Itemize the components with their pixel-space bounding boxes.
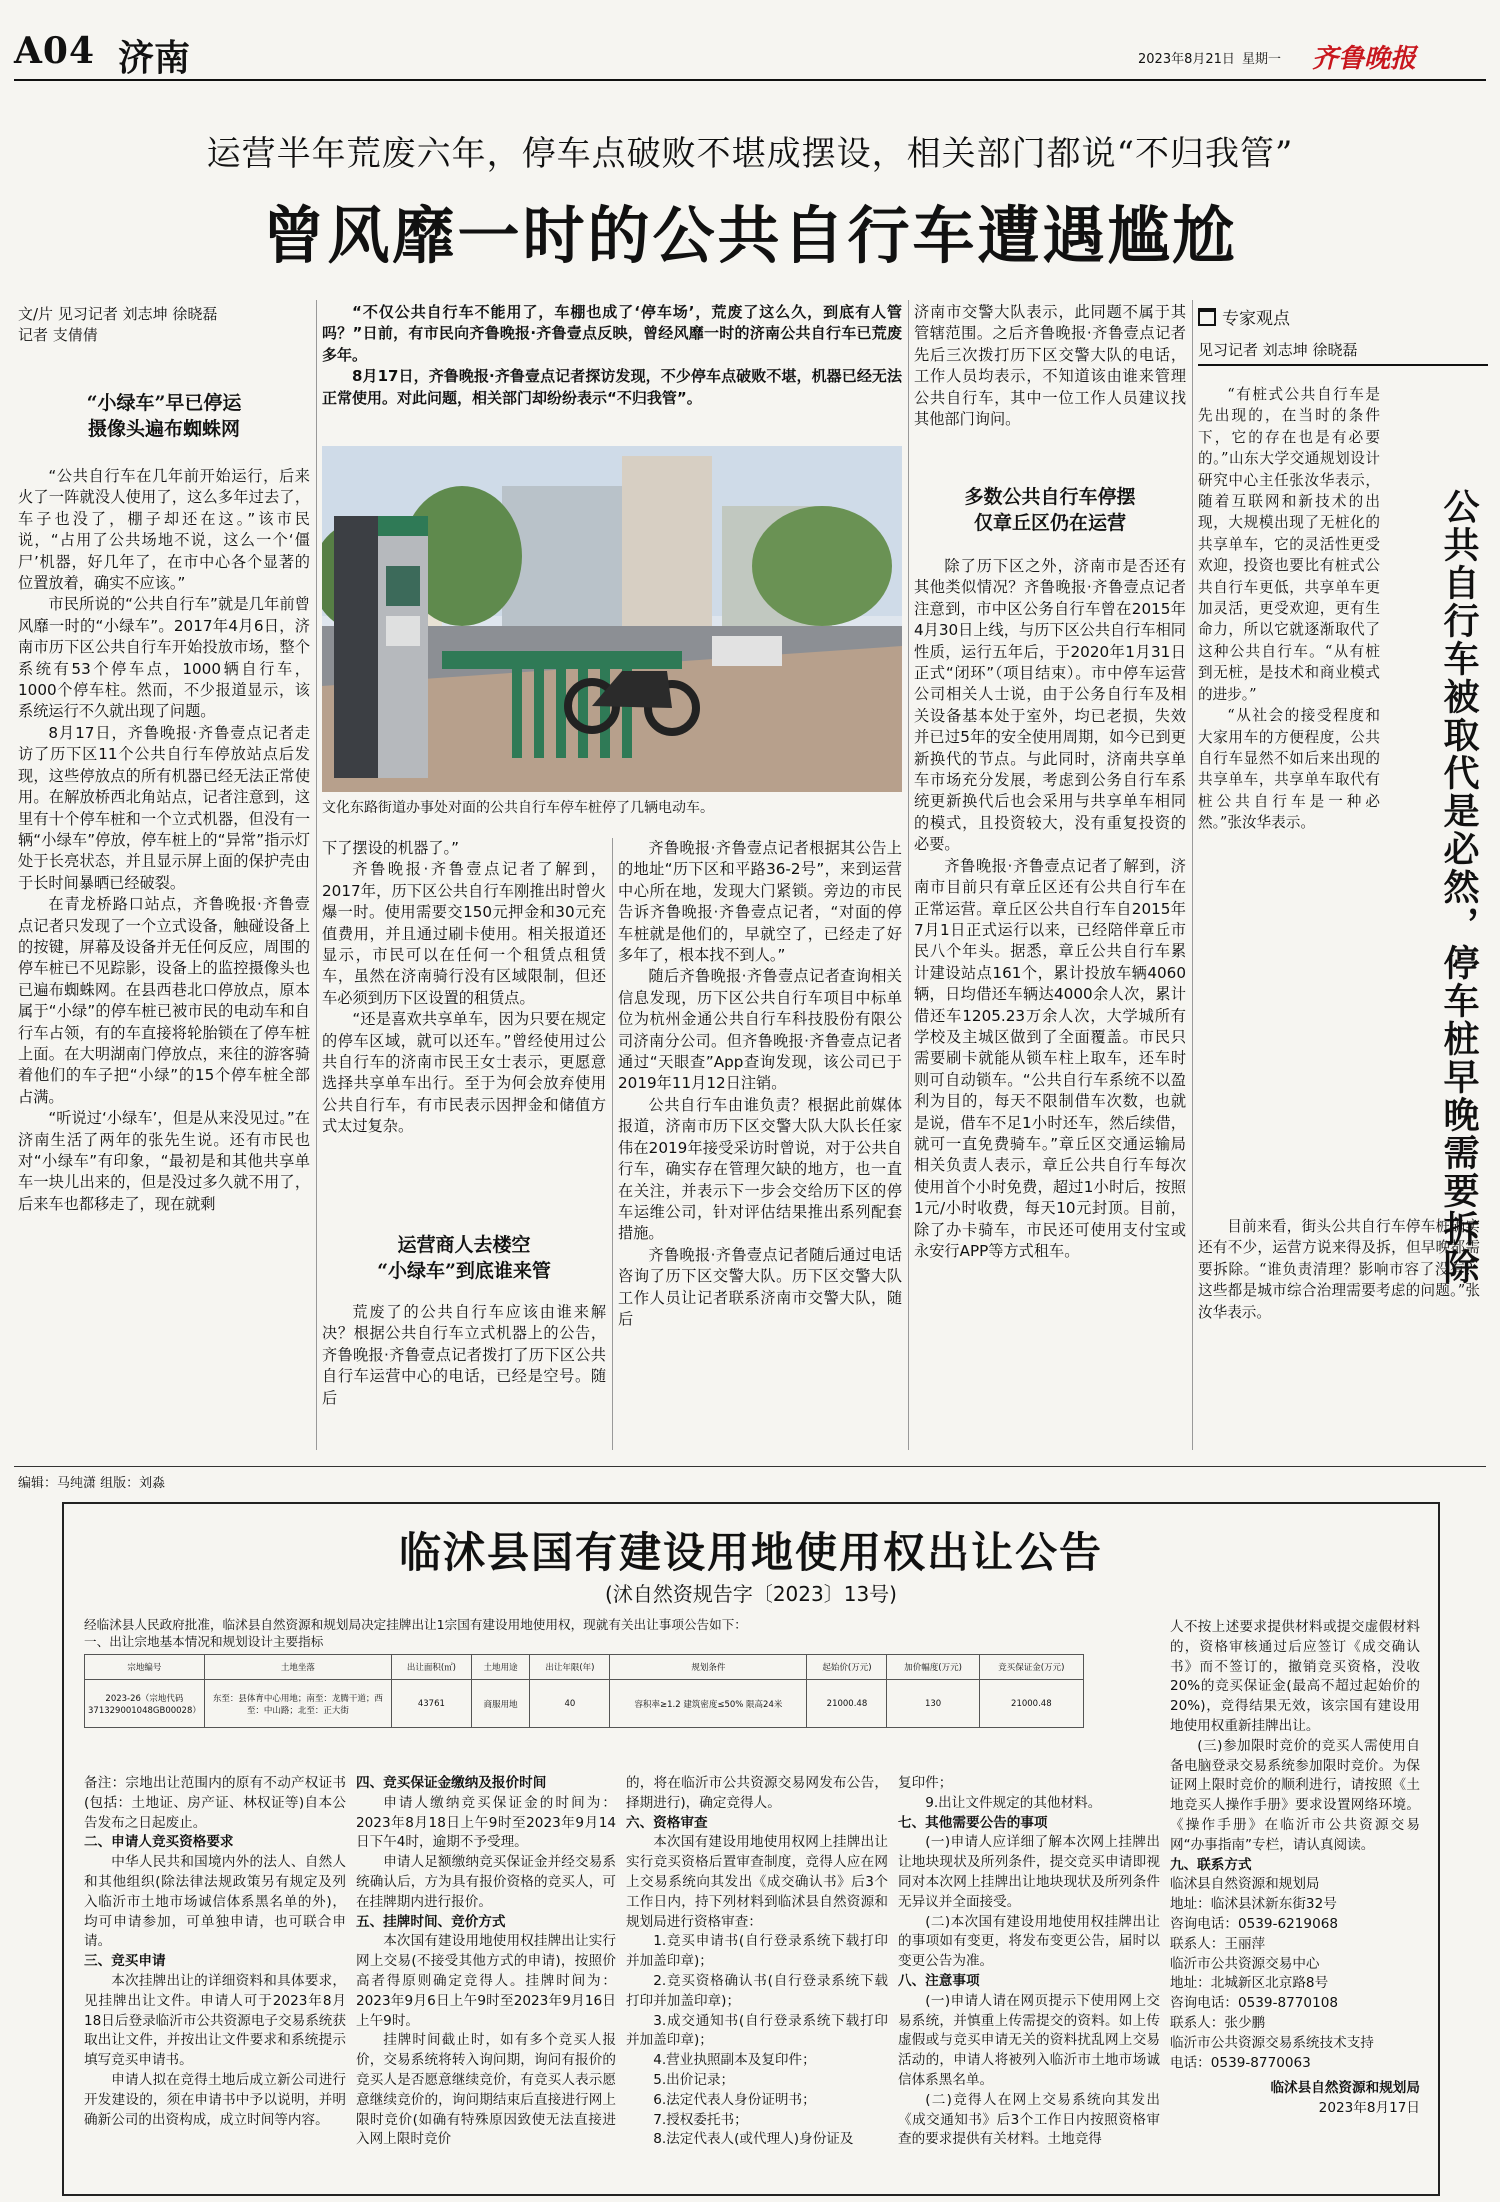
paragraph: 目前来看，街头公共自行车停车桩确实还有不少，运营方说来得及拆，但早晚都需要拆除。“谁负责清理？影响市容了没有？这些都是城市综合治理需要考虑的问题。”张汝华表示。 (1198, 1218, 1480, 1321)
notice-contact: 地址：临沭县沭新东街32号 (1170, 1896, 1337, 1913)
paragraph: 市民所说的“公共自行车”就是几年前曾风靡一时的“小绿车”。2017年4月6日，济南市历下区公共自行车开始投放市场，整个系统有53个停车点，1000辆自行车，1000个停车柱。然而，不少报道显示，该系统运行不久就出现了问题。 (18, 595, 310, 721)
col4-subhead (914, 484, 1186, 536)
table-header: 土地坐落 (204, 1655, 391, 1680)
table-cell: 2023-26（宗地代码371329001048GB00028） (85, 1680, 205, 1728)
expert-byline: 见习记者 刘志坤 徐晓磊 (1198, 341, 1358, 359)
paragraph: 齐鲁晚报·齐鲁壹点记者根据其公告上的地址“历下区和平路36-2号”，来到运营中心所在地，发现大门紧锁。旁边的市民告诉齐鲁晚报·齐鲁壹点记者，“对面的停车桩就是他们的，早就空了，已经走了好多年了，根本找不到人。” (618, 839, 902, 965)
table-row (85, 1680, 1084, 1728)
page-number: A04 (14, 30, 96, 72)
notice-para: (二)竞得人在网上交易系统向其发出《成交通知书》后3个工作日内按照资格审查的要求提供有关材料。土地竞得 (898, 2091, 1160, 2148)
col2-subhead (322, 1232, 606, 1284)
paragraph: “还是喜欢共享单车，因为只要在规定的停车区域，就可以还车。”曾经使用过公共自行车的济南市民王女士表示，更愿意选择共享单车出行。至于为何会放弃使用公共自行车，有市民表示因押金和储值方式太过复杂。 (322, 1010, 606, 1136)
paragraph: 公共自行车由谁负责？根据此前媒体报道，济南市历下区交警大队大队长任家伟在2019年接受采访时曾说，对于公共自行车，确实存在管理欠缺的地方，也一直在关注，并表示下一步会交给历下区的停车运维公司，针对评估结果推出系列配套措施。 (618, 1095, 902, 1243)
notice-col-5 (1170, 1618, 1420, 2119)
table-header: 规划条件 (610, 1655, 807, 1680)
paragraph: 下了摆设的机器了。” (322, 839, 459, 857)
notice-contact: 临沂市公共资源交易系统技术支持 (1170, 2034, 1374, 2051)
notice-para: 申请人拟在竞得土地后成立新公司进行开发建设的，须在申请书中予以说明，并明确新公司的出资构成，成立时间等内容。 (84, 2071, 346, 2128)
paragraph: 随后齐鲁晚报·齐鲁壹点记者查询相关信息发现，历下区公共自行车项目中标单位为杭州金通公共自行车科技股份有限公司济南分公司。但齐鲁晚报·齐鲁壹点记者通过“天眼查”App查询发现，该公司已于2019年11月12日注销。 (618, 967, 902, 1093)
lead-paragraph: “不仅公共自行车不能用了，车棚也成了‘停车场’，荒废了这么久，到底有人管吗？”日前，有市民向齐鲁晚报·齐鲁壹点反映，曾经风靡一时的济南公共自行车已荒废多年。 (322, 303, 902, 364)
notice-contact: 联系人：张少鹏 (1170, 2014, 1266, 2031)
notice-title: 临沭县国有建设用地使用权出让公告 (398, 1528, 1103, 1577)
byline-line-1: 文/片 见习记者 刘志坤 徐晓磊 (18, 305, 218, 323)
col4-body (914, 556, 1186, 1262)
notice-para: 申请人缴纳竞买保证金的时间为：2023年8月18日上午9时至2023年9月14日下午4时，逾期不予受理。 (356, 1794, 616, 1851)
notice-para: (二)本次国有建设用地使用权挂牌出让的事项如有变更，将发布变更公告，届时以变更公告为准。 (898, 1913, 1160, 1970)
table-cell: 21000.48 (979, 1680, 1083, 1728)
column-divider (612, 838, 613, 1450)
table-cell: 43761 (391, 1680, 471, 1728)
notice-heading: 七、其他需要公告的事项 (898, 1814, 1048, 1831)
column-divider (908, 300, 909, 1450)
table-header: 土地用途 (471, 1655, 529, 1680)
table-cell: 130 (887, 1680, 979, 1728)
notice-col-3 (626, 1774, 888, 2150)
notice-subtitle: (沭自然资规告字〔2023〕13号) (605, 1582, 897, 1606)
col4-subhead-line-1: 多数公共自行车停摆 (964, 486, 1136, 508)
notice-heading: 九、联系方式 (1170, 1856, 1252, 1873)
land-table (84, 1654, 1084, 1728)
col1-subhead-line-1: “小绿车”早已停运 (86, 392, 242, 414)
land-notice-box (62, 1502, 1440, 2196)
editors-line: 编辑：马纯潇 组版：刘淼 (18, 1476, 166, 1491)
notice-intro (84, 1616, 1084, 1650)
expert-header (1198, 304, 1488, 366)
notice-para: 7.授权委托书； (653, 2111, 748, 2128)
expert-box-icon (1198, 308, 1216, 326)
notice-para: 申请人足额缴纳竞买保证金并经交易系统确认后，方为具有报价资格的竞买人，可在挂牌期内进行报价。 (356, 1854, 616, 1910)
notice-para: 4.营业执照副本及复印件； (653, 2052, 816, 2069)
notice-para: 2.竞买资格确认书(自行登录系统下载打印并加盖印章)； (626, 1972, 888, 2009)
notice-contact: 地址：北城新区北京路8号 (1170, 1975, 1329, 1992)
col2-body (322, 838, 606, 1138)
notice-para: 8.法定代表人(或代理人)身份证及 (653, 2131, 854, 2148)
headline-kicker: 运营半年荒废六年，停车点破败不堪成摆设，相关部门都说“不归我管” (206, 134, 1294, 174)
news-photo (322, 446, 902, 792)
table-header: 起始价(万元) (807, 1655, 887, 1680)
notice-heading: 八、注意事项 (898, 1972, 980, 1989)
paper-logo: 齐鲁晚报 (1312, 44, 1417, 74)
col1-body (18, 466, 310, 1215)
masthead-rule (14, 79, 1486, 81)
street-photo-illustration (322, 446, 902, 792)
notice-para: 的，将在临沂市公共资源交易网发布公告，择期进行)，确定竞得人。 (626, 1775, 888, 1811)
notice-issuer: 临沭县自然资源和规划局 (1270, 2080, 1420, 2097)
notice-col-1 (84, 1774, 346, 2130)
expert-body-2 (1198, 1216, 1480, 1323)
paragraph: 荒废了的公共自行车应该由谁来解决？根据公共自行车立式机器上的公告，齐鲁晚报·齐鲁壹点记者拨打了历下区公共自行车运营中心的电话，已经是空号。随后 (322, 1303, 606, 1407)
section-name: 济南 (118, 37, 191, 79)
notice-para: 挂牌时间截止时，如有多个竞买人报价，交易系统将转入询问期，询问有报价的竞买人是否愿意继续竞价，有竞买人表示愿意继续竞价的，询问期结束后直接进行网上限时竞价(如确有特殊原因致使无法直接进入网上限时竞价 (356, 2032, 616, 2148)
notice-para: 本次国有建设用地使用权挂牌出让实行网上交易(不接受其他方式的申请)，按照价高者得原则确定竞得人。挂牌时间为：2023年9月6日上午9时至2023年9月16日上午9时。 (356, 1933, 616, 2029)
notice-para: (三)参加限时竞价的竞买人需使用自备电脑登录交易系统参加限时竞价。为保证网上限时竞价的顺利进行，请按照《土地竞买人操作手册》要求设置网络环境。《操作手册》在临沂市公共资源交易网“办事指南”专栏，请认真阅读。 (1170, 1737, 1420, 1853)
notice-heading: 四、竞买保证金缴纳及报价时间 (356, 1775, 547, 1791)
paragraph: “公共自行车在几年前开始运行，后来火了一阵就没人使用了，这么多年过去了，车子也没了，棚子却还在这。”该市民说，“占用了公共场地不说，这么一个‘僵尸’机器，好几年了，在市中心各个显著的位置放着，确实不应该。” (18, 467, 310, 593)
notice-para: (一)申请人请在网页提示下使用网上交易系统，并慎重上传需提交的资料。如上传虚假或与竞买申请无关的资料扰乱网上交易活动的，申请人将被列入临沂市土地市场诚信体系黑名单。 (898, 1992, 1160, 2088)
byline-line-2: 记者 支倩倩 (18, 326, 98, 344)
col2-subhead-line-1: 运营商人去楼空 (397, 1234, 531, 1256)
notice-para: 1.竞买申请书(自行登录系统下载打印并加盖印章)； (626, 1933, 888, 1970)
table-header: 出让年限(年) (530, 1655, 610, 1680)
paragraph: 齐鲁晚报·齐鲁壹点记者了解到，济南市目前只有章丘区还有公共自行车在正常运营。章丘区公共自行车自2015年7月1日正式运行以来，已经陪伴章丘市民八个年头。据悉，章丘公共自行车累计建设站点161个，累计投放车辆4060辆，日均借还车辆达4000余人次，累计借还车1205.23万余人次，大学城所有学校及主城区做到了全面覆盖。市民只需要刷卡就能从锁车柱上取车，还车时则可自动锁车。“公共自行车系统不以盈利为目的，每天不限制借车次数，也就是说，借车不足1小时还车，然后续借，就可一直免费骑车。”章丘区交通运输局相关负责人表示，章丘公共自行车每次使用首个小时免费，超过1小时后，按照1元/小时收费，每天10元封顶。目前，除了办卡骑车，市民还可使用支付宝或永安行APP等方式租车。 (914, 856, 1186, 1260)
byline (18, 304, 310, 346)
notice-para: 中华人民共和国境内外的法人、自然人和其他组织(除法律法规政策另有规定及列入临沂市土地市场诚信体系黑名单的外)，均可申请参加，可单独申请，也可联合申请。 (84, 1854, 346, 1950)
notice-para: 6.法定代表人身份证明书； (653, 2091, 816, 2108)
notice-para: (一)申请人应详细了解本次网上挂牌出让地块现状及所列条件，提交竞买申请即视同对本次网上挂牌出让地块现状及所列条件无异议并全面接受。 (898, 1834, 1160, 1910)
notice-contact: 咨询电话：0539-8770108 (1170, 1995, 1339, 2012)
issue-date: 2023年8月21日 (1138, 52, 1235, 67)
notice-heading: 六、资格审查 (626, 1814, 708, 1831)
notice-para: 复印件； (898, 1775, 953, 1791)
notice-para: 3.成交通知书(自行登录系统下载打印并加盖印章)； (626, 2012, 888, 2049)
notice-col-2 (356, 1774, 616, 2150)
lead-paragraph: 8月17日，齐鲁晚报·齐鲁壹点记者探访发现，不少停车点破败不堪，机器已经无法正常使用。对此问题，相关部门却纷纷表示“不归我管”。 (322, 367, 902, 407)
notice-contact: 联系人：王丽萍 (1170, 1935, 1266, 1952)
notice-col-4 (898, 1774, 1160, 2150)
notice-para: 本次国有建设用地使用权网上挂牌出让实行竞买资格后置审查制度，竞得人应在网上交易系统向其发出《成交确认书》后3个工作日内，持下列材料到临沭县自然资源和规划局进行资格审查： (626, 1834, 888, 1930)
table-header-row (85, 1655, 1084, 1680)
paragraph: 除了历下区之外，济南市是否还有其他类似情况？齐鲁晚报·齐鲁壹点记者注意到，市中区公务自行车曾在2015年4月30日上线，与历下区公共自行车相同性质，运行五年后，于2020年1月31日正式“闭环”（项目结束）。市中停车运营公司相关人士说，由于公务自行车及相关设备基本处于室外，均已老损，失效并已过5年的安全使用周期，如今已到更新换代的节点。与此同时，济南共享单车市场充分发展，考虑到公务自行车系统更新换代后也会采用与共享单车相同的模式，且投资较大，没有重复投资的必要。 (914, 557, 1186, 854)
footer-rule (14, 1466, 1486, 1467)
expert-body (1198, 384, 1380, 834)
paragraph: 8月17日，齐鲁晚报·齐鲁壹点记者走访了历下区11个公共自行车停放站点后发现，这些停放点的所有机器已经无法正常使用。在解放桥西北角站点，记者注意到，这里有十个停车桩和一个立式机器，但没有一辆“小绿车”停放，停车桩上的“异常”指示灯处于长亮状态，并且显示屏上面的保护壳由于长时间暴晒已经破裂。 (18, 723, 310, 892)
col3-body (618, 838, 902, 1330)
table-cell: 40 (530, 1680, 610, 1728)
notice-para: 5.出价记录； (653, 2071, 735, 2088)
paragraph: 在青龙桥路口站点，齐鲁晚报·齐鲁壹点记者只发现了一个立式设备，触碰设备上的按键，屏幕及设备并无任何反应，周围的停车桩已不见踪影，设备上的监控摄像头也已遍布蜘蛛网。在县西巷北口停放点，原本属于“小绿”的停车桩已被市民的电动车和自行车占领，有的车直接将轮胎锁在了停车桩上面。在大明湖南门停放点，来往的游客骑着他们的车子把“小绿”的15个停车桩全部占满。 (18, 895, 310, 1106)
table-cell: 容积率≥1.2 建筑密度≤50% 限高24米 (610, 1680, 807, 1728)
col1-subhead (18, 390, 310, 442)
lead-text (322, 302, 902, 409)
table-header: 竞买保证金(万元) (979, 1655, 1083, 1680)
table-cell: 商服用地 (471, 1680, 529, 1728)
notice-intro-text: 经临沭县人民政府批准，临沭县自然资源和规划局决定挂牌出让1宗国有建设用地使用权，现就有关出让事项公告如下： (84, 1617, 747, 1632)
photo-caption: 文化东路街道办事处对面的公共自行车停车桩停了几辆电动车。 (322, 800, 714, 816)
column-divider (1192, 300, 1193, 1450)
expert-label: 专家观点 (1222, 309, 1290, 329)
notice-contact: 临沂市公共资源交易中心 (1170, 1955, 1320, 1972)
col1-subhead-line-2: 摄像头遍布蜘蛛网 (87, 418, 240, 440)
expert-vertical-title: 公共自行车被取代是必然，停车桩早晚需要拆除 (1438, 488, 1480, 1286)
col2-subhead-line-2: “小绿车”到底谁来管 (377, 1260, 551, 1282)
table-header: 出让面积(㎡) (391, 1655, 471, 1680)
notice-para: 9.出让文件规定的其他材料。 (925, 1794, 1102, 1811)
notice-para: 备注：宗地出让范围内的原有不动产权证书(包括：土地证、房产证、林权证等)自本公告发布之日起废止。 (84, 1775, 346, 1831)
expert-rule (1198, 364, 1488, 366)
paragraph: “听说过‘小绿车’，但是从来没见过。”在济南生活了两年的张先生说。还有市民也对“小绿车”有印象，“最初是和其他共享单车一块儿出来的，但是没过多久就不用了，后来车也都移走了，现在就剩 (18, 1109, 310, 1213)
paragraph: “从社会的接受程度和大家用车的方便程度，公共自行车显然不如后来出现的共享单车，共享单车取代有桩公共自行车是一种必然。”张汝华表示。 (1198, 707, 1380, 832)
notice-section1: 一、出让宗地基本情况和规划设计主要指标 (84, 1634, 324, 1649)
notice-para: 人不按上述要求提供材料或提交虚假材料的，资格审核通过后应签订《成交确认书》而不签订的，撤销竞买资格，没收20%的竞买保证金(最高不超过起始价的20%)，竞得结果无效，该宗国有建设用地使用权重新挂牌出让。 (1170, 1619, 1420, 1734)
notice-contact: 临沭县自然资源和规划局 (1170, 1876, 1320, 1893)
notice-heading: 五、挂牌时间、竞价方式 (356, 1913, 506, 1930)
paragraph: “有桩式公共自行车是先出现的，在当时的条件下，它的存在也是有必要的。”山东大学交通规划设计研究中心主任张汝华表示，随着互联网和新技术的出现，大规模出现了无桩化的共享单车，它的灵活性更受欢迎，投资也要比有桩式公共自行车更低，共享单车更加灵活，更受欢迎，更有生命力，所以它就逐渐取代了这种公共自行车。“从有桩到无桩，是技术和商业模式的进步。” (1198, 386, 1380, 703)
table-cell: 21000.48 (807, 1680, 887, 1728)
paragraph: 济南市交警大队表示，此同题不属于其管辖范围。之后齐鲁晚报·齐鲁壹点记者先后三次拨打历下区交警大队的电话，工作人员均表示，不知道该由谁来管理公共自行车，其中一位工作人员建议找其他部门询问。 (914, 303, 1186, 429)
issue-weekday: 星期一 (1242, 52, 1282, 67)
notice-heading: 三、竞买申请 (84, 1953, 166, 1970)
table-header: 宗地编号 (85, 1655, 205, 1680)
col4-body-top (914, 302, 1186, 430)
table-cell: 东至：县体育中心用地；南至：龙腾干道；西至：中山路；北至：正大街 (204, 1680, 391, 1728)
notice-contact: 咨询电话：0539-6219068 (1170, 1915, 1339, 1932)
notice-heading: 二、申请人竞买资格要求 (84, 1834, 234, 1851)
column-divider (316, 300, 317, 1450)
headline-title: 曾风靡一时的公共自行车遭遇尴尬 (262, 199, 1238, 272)
paragraph: 齐鲁晚报·齐鲁壹点记者随后通过电话咨询了历下区交警大队。历下区交警大队工作人员让记者联系济南市交警大队，随后 (618, 1245, 902, 1328)
notice-contact: 电话：0539-8770063 (1170, 2054, 1311, 2071)
notice-para: 本次挂牌出让的详细资料和具体要求，见挂牌出让文件。申请人可于2023年8月18日后登录临沂市公共资源电子交易系统获取出让文件，并按出让文件要求和系统提示填写竞买申请书。 (84, 1972, 346, 2069)
col2-body-2 (322, 1302, 606, 1409)
col4-subhead-line-2: 仅章丘区仍在运营 (973, 512, 1126, 534)
paragraph: 齐鲁晚报·齐鲁壹点记者了解到，2017年，历下区公共自行车刚推出时曾火爆一时。使用需要交150元押金和30元充值费用，并且通过刷卡使用。相关报道还显示，市民可以在任何一个租赁点租赁车，虽然在济南骑行没有区域限制，但还车必须到历下区设置的租赁点。 (322, 860, 606, 1007)
table-header: 加价幅度(万元) (887, 1655, 979, 1680)
notice-issue-date: 2023年8月17日 (1318, 2100, 1420, 2117)
